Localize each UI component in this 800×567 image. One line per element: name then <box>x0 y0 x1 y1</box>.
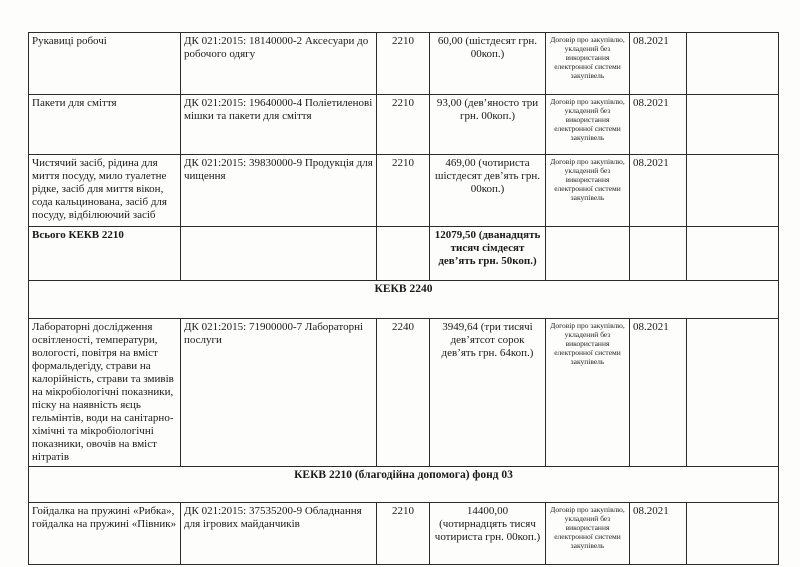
total-row <box>29 227 779 281</box>
procurement-table <box>28 32 779 565</box>
item-date: 08.2021 <box>630 33 687 95</box>
table-row <box>29 33 779 95</box>
table-row <box>29 319 779 467</box>
section-title: КЕКВ 2240 <box>29 281 779 319</box>
item-sum: 14400,00 (чотирнадцять тисяч чотириста грн. 00коп.) <box>430 503 546 565</box>
item-name: Гойдалка на пружині «Рибка», гойдалка на пружині «Півник» <box>29 503 181 565</box>
item-code: ДК 021:2015: 18140000-2 Аксесуари до робочого одягу <box>181 33 377 95</box>
table-row <box>29 95 779 155</box>
item-code: ДК 021:2015: 19640000-4 Поліетиленові мішки та пакети для сміття <box>181 95 377 155</box>
total-sum: 12079,50 (дванадцять тисяч сімдесят дев’ять грн. 50коп.) <box>430 227 546 281</box>
item-procedure: Договір про закупівлю, укладений без використання електронної системи закупівель <box>546 155 630 227</box>
item-note <box>687 95 779 155</box>
item-kekv: 2210 <box>377 503 430 565</box>
section-row <box>29 281 779 319</box>
item-sum: 93,00 (дев’яносто три грн. 00коп.) <box>430 95 546 155</box>
item-sum: 469,00 (чотириста шістдесят дев’ять грн. 00коп.) <box>430 155 546 227</box>
total-label: Всього КЕКВ 2210 <box>29 227 181 281</box>
item-note <box>687 319 779 467</box>
table-row <box>29 155 779 227</box>
item-procedure: Договір про закупівлю, укладений без використання електронної системи закупівель <box>546 33 630 95</box>
item-procedure: Договір про закупівлю, укладений без використання електронної системи закупівель <box>546 503 630 565</box>
item-note <box>687 33 779 95</box>
item-note <box>687 503 779 565</box>
section-row <box>29 467 779 503</box>
item-kekv: 2210 <box>377 33 430 95</box>
item-name: Лабораторні дослідження освітленості, температури, вологості, повітря на вміст формальдегіду, страви на калорійність, страви та змивів на мікробіологічні показники, піску на наявність яєць гельмінтів, води на санітарно-хімічні та мікробіологічні показники, овочів на вміст нітратів <box>29 319 181 467</box>
item-procedure: Договір про закупівлю, укладений без використання електронної системи закупівель <box>546 319 630 467</box>
item-code: ДК 021:2015: 37535200-9 Обладнання для ігрових майданчиків <box>181 503 377 565</box>
item-date: 08.2021 <box>630 95 687 155</box>
item-procedure: Договір про закупівлю, укладений без використання електронної системи закупівель <box>546 95 630 155</box>
item-date: 08.2021 <box>630 319 687 467</box>
item-sum: 3949,64 (три тисячі дев’ятсот сорок дев’ять грн. 64коп.) <box>430 319 546 467</box>
section-title: КЕКВ 2210 (благодійна допомога) фонд 03 <box>29 467 779 503</box>
item-sum: 60,00 (шістдесят грн. 00коп.) <box>430 33 546 95</box>
item-name: Рукавиці робочі <box>29 33 181 95</box>
item-code: ДК 021:2015: 39830000-9 Продукція для чищення <box>181 155 377 227</box>
item-kekv: 2240 <box>377 319 430 467</box>
item-date: 08.2021 <box>630 155 687 227</box>
item-code: ДК 021:2015: 71900000-7 Лабораторні послуги <box>181 319 377 467</box>
item-date: 08.2021 <box>630 503 687 565</box>
item-note <box>687 155 779 227</box>
item-kekv: 2210 <box>377 95 430 155</box>
table-row <box>29 503 779 565</box>
item-name: Чистячий засіб, рідина для миття посуду, мило туалетне рідке, засіб для миття вікон, сода кальцинована, засіб для посуду, відбілюючий засіб <box>29 155 181 227</box>
item-kekv: 2210 <box>377 155 430 227</box>
item-name: Пакети для сміття <box>29 95 181 155</box>
